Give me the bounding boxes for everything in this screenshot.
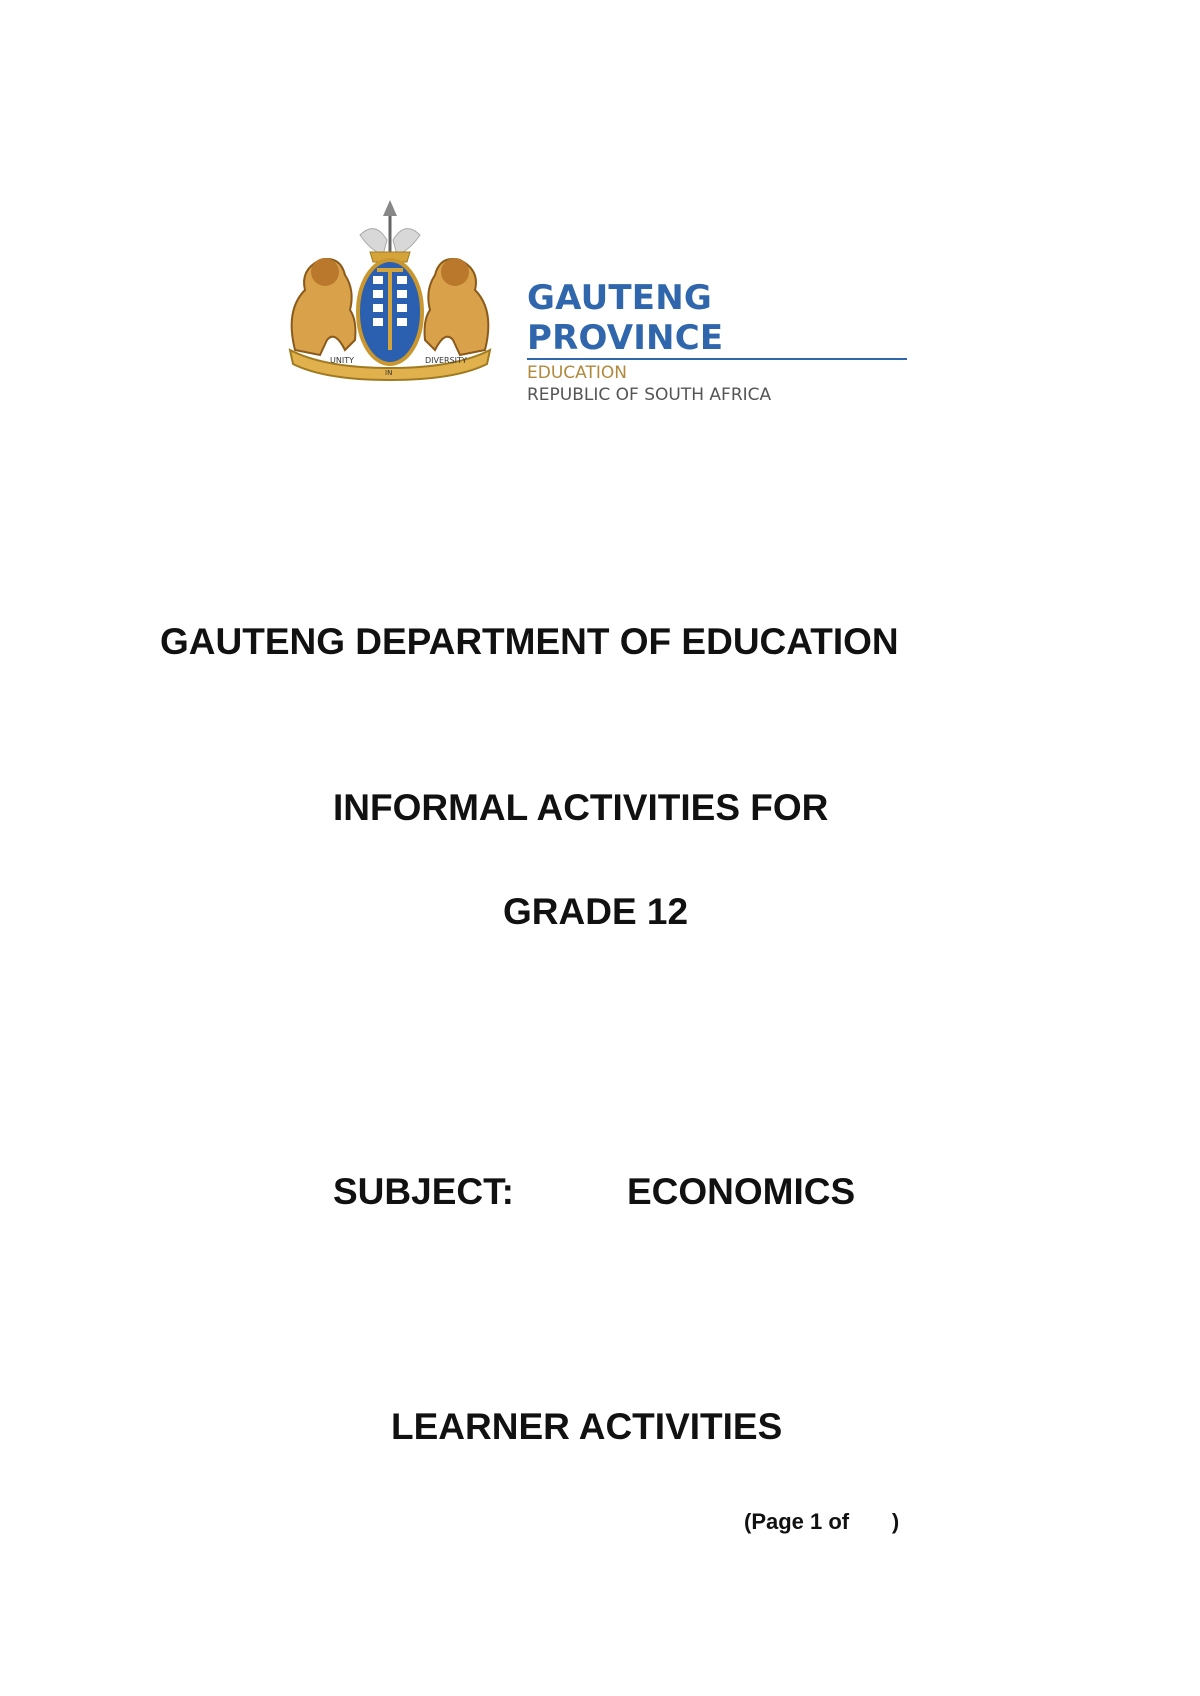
activities-heading: INFORMAL ACTIVITIES FOR — [333, 787, 829, 828]
subject-value: ECONOMICS — [627, 1171, 856, 1212]
svg-text:DIVERSITY: DIVERSITY — [425, 356, 467, 365]
logo-text — [527, 278, 907, 406]
logo-title: GAUTENG PROVINCE — [527, 278, 907, 360]
learner-activities-heading: LEARNER ACTIVITIES — [391, 1406, 783, 1447]
coat-of-arms-icon — [265, 200, 515, 390]
svg-text:IN: IN — [385, 369, 393, 377]
logo-subtitle-country: REPUBLIC OF SOUTH AFRICA — [527, 385, 772, 405]
department-heading: GAUTENG DEPARTMENT OF EDUCATION — [160, 621, 899, 662]
page-indicator: (Page 1 of ) — [744, 1509, 900, 1534]
logo-subtitle-education: EDUCATION — [527, 363, 627, 383]
svg-text:UNITY: UNITY — [330, 356, 354, 365]
gauteng-logo — [265, 200, 905, 405]
grade-heading: GRADE 12 — [503, 891, 689, 932]
subject-label: SUBJECT: — [333, 1171, 514, 1212]
